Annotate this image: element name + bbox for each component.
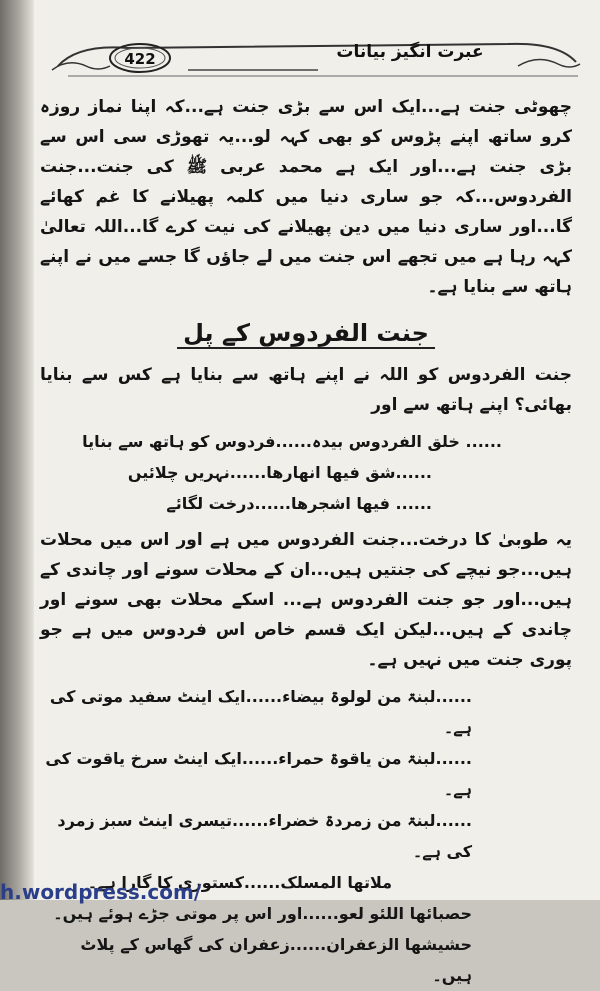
- watermark-url: h.wordpress.com/: [0, 880, 202, 904]
- list-item: ......لبنۃ من زمردۃ خضراء......تیسری اینٹ سبز زمرد کی ہے۔: [57, 811, 472, 861]
- section-heading: [40, 316, 572, 350]
- list-item: حصبائھا اللئو لعو......اور اس پر موتی جڑے ہوئے ہیں۔: [53, 904, 472, 923]
- list-item: ......شق فیھا انھارھا......نہریں چلائیں: [127, 463, 432, 482]
- page-number: 422: [124, 50, 156, 68]
- paragraph-1: چھوٹی جنت ہے...ایک اس سے بڑی جنت ہے...کہ اپنا نماز روزہ کرو ساتھ اپنے پڑوس کو بھی کہہ لو...یہ تھوڑی سی اس سے بڑی جنت ہے...اور ایک ہے محمد عربی ﷺ کی جنت...جنت الفردوس...کہ جو ساری دنیا میں کلمہ پھیلانے کا غم کھائے گا...اور ساری دنیا میں دین پھیلانے کی نیت کرے گا...اللہ تعالیٰ کہہ رہا ہے میں تجھے اس جنت میں لے جاؤں گا جسے میں نے اپنے ہاتھ سے بنایا ہے۔: [40, 97, 572, 297]
- list-item: ...... خلق الفردوس بیدہ......فردوس کو ہاتھ سے بنایا: [82, 432, 502, 451]
- list-item: ...... فیھا اشجرھا......درخت لگائے: [166, 494, 432, 513]
- list-item: ......لبنۃ من لولوۃ بیضاء......ایک اینٹ سفید موتی کی ہے۔: [49, 687, 472, 737]
- list-item: ......لبنۃ من یاقوۃ حمراء......ایک اینٹ سرخ یاقوت کی ہے۔: [45, 749, 472, 799]
- paragraph-3: یہ طوبیٰ کا درخت...جنت الفردوس میں ہے اور اس میں محلات ہیں...جو نیچے کی جنتیں ہیں...ان کے محلات سونے اور چاندی کے ہیں...اور جو جنت الفردوس ہے... اسکے محلات بھی سونے اور چاندی کے ہیں...لیکن ایک قسم خاص اس فردوس میں ہے جو پوری جنت میں نہیں ہے۔: [40, 530, 572, 670]
- section-heading-text: جنت الفردوس کے پل: [177, 319, 435, 349]
- list-item: ملاتھا المسلک......کستوری کا گارا ہے۔: [87, 873, 392, 892]
- running-title: عبرت انگیز بیانات: [336, 42, 484, 62]
- binding-shadow: [0, 0, 34, 900]
- list-item: حشیشھا الزعفران......زعفران کی گھاس کے پلاٹ ہیں۔: [80, 935, 472, 985]
- paragraph-2: جنت الفردوس کو اللہ نے اپنے ہاتھ سے بنایا ہے کس سے بنایا بھائی؟ اپنے ہاتھ سے اور: [40, 365, 572, 415]
- page-header: [38, 36, 586, 82]
- page-body: [40, 92, 572, 991]
